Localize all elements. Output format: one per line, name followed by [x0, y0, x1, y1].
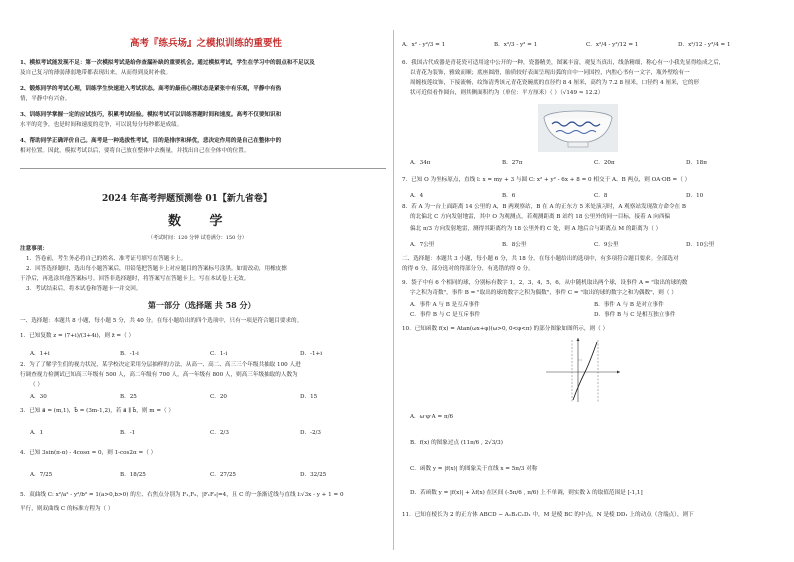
intro-rule: [20, 168, 386, 169]
q10-option-d: D．若函数 y = |f(x)| + λf(x) 在区间 (-5π/6 , π/6) 上不单调，则实数 λ 的取值范围是 [-1,1]: [410, 490, 643, 496]
section-b-instruction-a: 二、选择题：本题共 3 小题，每小题 6 分，共 18 分。在每小题给出的选项中，有多项符合题目要求。全部选对: [402, 256, 679, 262]
q3-option-c: C．2/3: [210, 430, 229, 436]
q6-option-d: D．18π: [686, 160, 707, 166]
q2-option-a: A．30: [30, 394, 47, 400]
tangent-graph-figure: [542, 336, 622, 404]
intro-title: 高考『练兵场』之模拟训练的重要性: [130, 38, 283, 49]
q3-option-d: D．-2/3: [300, 430, 321, 436]
q4-stem: 4．已知 3sin(π-α) - 4cosα = 0，则 1-cos2α =（ ）: [20, 450, 157, 456]
q9-option-c: C．事件 B 与 C 是互斥事件: [410, 312, 481, 318]
section-b-instruction-b: 的得 6 分，部分选对的得部分分，有选错的得 0 分。: [402, 266, 534, 272]
q1-option-a: A．1+i: [30, 351, 50, 357]
time-info: （考试时间：120 分钟 试卷满分：150 分）: [148, 235, 247, 241]
q6-option-c: C．20π: [594, 160, 615, 166]
q5-option-d: D．x²/12 - y²/4 = 1: [678, 42, 731, 48]
intro-p4b: 相对位置。因此，模拟考试以后，要将自己放在整体中去衡量，并找出自己在全体中的位置。: [20, 148, 250, 154]
q9-option-b: B．事件 A 与 B 是对立事件: [594, 302, 664, 308]
q9-option-d: D．事件 B 与 C 是相互独立事件: [594, 312, 676, 318]
q8-option-b: B．8公里: [502, 242, 527, 248]
q4-option-d: D．32/25: [300, 472, 327, 478]
q5-option-b: B．x²/3 - y² = 1: [494, 42, 538, 48]
q4-option-b: B．18/25: [120, 472, 146, 478]
porcelain-bowl-image: [538, 104, 618, 152]
exam-title: 2024 年高考押题预测卷 01【新九省卷】: [102, 194, 272, 204]
q3-stem: 3．已知 a⃗ = (m,1)，b⃗ = (3m-1,2)，若 a⃗ ∥ b⃗，则 m =（ ）: [20, 408, 174, 414]
q4-option-c: C．27/25: [210, 472, 236, 478]
q2-option-b: B．25: [120, 394, 137, 400]
intro-p3a: 3、训练同学掌握一定的应试技巧，积累考试经验。模拟考试可以训练答题时间和速度。高考不仅要知识和: [20, 112, 282, 118]
q9-stem-a: 9．袋子中有 6 个相同的球，分别标有数字 1，2，3，4，5，6，从中随机取出两个球，设事件 A = "取出的球的数: [402, 280, 688, 286]
intro-p3b: 水平的竞争，也是时间和速度的竞争，可以说每分每秒都是成绩。: [20, 122, 183, 128]
right-column: [402, 0, 780, 562]
note-1: 1．答卷前，考生务必将自己的姓名、准考证号填写在答题卡上。: [26, 256, 187, 262]
q6-stem-d: 状可近似看作圆台，则其侧面积约为（单位：平方厘米）（ ）（√149 ≈ 12.2）: [410, 90, 604, 96]
note-2b: 干净后，再选涂其他答案标号。回答非选择题时，将答案写在答题卡上。写在本试卷上无效。: [20, 276, 250, 282]
q8-option-c: C．9公里: [594, 242, 619, 248]
q6-option-a: A．34π: [410, 160, 431, 166]
q5-option-c: C．x²/4 - y²/12 = 1: [586, 42, 639, 48]
subject-title: 数 学: [168, 214, 235, 229]
q10-option-b: B．f(x) 的图象过点 (11π/6 , 2√3/3): [410, 440, 503, 446]
q2-option-c: C．20: [210, 394, 227, 400]
q2-stem-b: 行调查视力检测试已知高三年级有 500 人，高二年级有 700 人，高一年级有 800 人，则高三年级抽取的人数为: [20, 372, 298, 378]
note-3: 3．考试结束后，将本试卷和答题卡一并交回。: [26, 286, 142, 292]
q1-option-b: B．-1-i: [120, 351, 139, 357]
intro-p2b: 情，平静中有兴奋。: [20, 96, 71, 102]
q1-option-c: C．1-i: [210, 351, 228, 357]
q10-stem: 10．已知函数 f(x) = Atan(ωx+φ)(ω>0, 0<φ<π) 的部分图象如图所示，则（ ）: [402, 326, 609, 332]
q5-option-a: A．x² - y²/3 = 1: [402, 42, 446, 48]
section-a-instruction: 一、选择题：本题共 8 小题，每小题 5 分，共 40 分。在每小题给出的四个选项中，只有一项是符合题目要求的。: [20, 318, 303, 324]
q4-option-a: A．7/25: [30, 472, 53, 478]
column-divider: [393, 30, 394, 550]
q2-stem-a: 2．为了了解学生们的视力状况，某学校决定采用分层抽样的方法，从高一、高二、高三三个年级共抽取 100 人进: [20, 362, 301, 368]
q1-stem: 1．已知复数 z = (7+i)/(3+4i)，则 z̄ =（ ）: [20, 333, 135, 339]
notes-title: 注意事项：: [20, 246, 48, 252]
q8-option-d: D．10公里: [686, 242, 715, 248]
q6-stem-c: 周缠枝莲纹饰，下接流畅，纹饰清秀该元青花瓷碗底的直径约 8 4 厘米，高约为 7.2 8 厘米，口径约 4 厘米，它的形: [410, 80, 700, 86]
q3-option-b: B．-1: [120, 430, 136, 436]
left-column: [20, 0, 386, 562]
q8-stem-c: 偏北 π/3 方向发射地雷，测得其距离约为 18 公里外的 C 处，则 A 地后合与距离点 M 的距离为（ ）: [410, 226, 662, 232]
q2-option-d: D．15: [300, 394, 318, 400]
note-2a: 2．回答选择题时，选出每小题答案后，用铅笔把答题卡上对应题目的答案标号涂黑。如需改动，用橡皮擦: [26, 266, 287, 272]
q7-option-d: D．10: [686, 193, 704, 199]
q11-stem: 11．已知在棱长为 2 的正方体 ABCD − A₁B₁C₁D₁ 中，M 是棱 BC 的中点，N 是棱 DD₁ 上的动点（含端点），则下: [402, 512, 694, 518]
q6-stem-b: 以青花为装饰，雅致而顺；底座圆滑，胎质较好表面呈现出弧的自中一同国控，内腔心书有一文字，瓶外壁绘有一: [410, 70, 690, 76]
q7-option-c: C．8: [594, 193, 608, 199]
q8-stem-a: 8．若 A 为一台上面距离 14 公里的 A，B 两观察站，B 在 A 的正东方 5 米处演习时，A 观察站发现敌方命令在 B: [402, 204, 686, 210]
intro-p1b: 及自己复习的薄弱薄弱地带都表现出来，从而得到及时补救。: [20, 70, 172, 76]
q8-stem-b: 的北偏北 C 方向发射地雷，其中 O 为观测点，若观测距离 B 站约 18 公里外的同一目标，接着 A 向西偏: [410, 214, 671, 220]
q3-option-a: A．1: [30, 430, 44, 436]
intro-p1a: 1、模拟考试能发现不足：第一次模拟考试是给你查漏补缺的重要机会。通过模拟考试，学生在学习中的弱点和不足以及: [20, 60, 315, 66]
intro-p2a: 2、锻炼同学的考试心理，训练学生快速进入考试状态。高考的最佳心理状态是紧张中有乐观，平静中有热: [20, 86, 282, 92]
q10-option-a: A．ω·φ·A = π/6: [410, 414, 454, 420]
q6-stem-a: 6．我国古代成器是青花瓷可适用途中公开的一种，瓷器精美，图案丰富，观复当真出，线条精细，称心有一小我先显得绘成之后，: [402, 60, 725, 66]
part1-title: 第一部分（选择题 共 58 分）: [148, 300, 256, 310]
q2-stem-c: （ ）: [30, 382, 43, 388]
q7-option-b: B．6: [502, 193, 516, 199]
q7-option-a: A．4: [410, 193, 424, 199]
q5-stem-b: 平行，则双曲线 C 的标准方程为（ ）: [20, 506, 114, 512]
q7-stem: 7．已知 O 为坐标原点，直线 l: x = my + 3 与圆 C: x² + y² - 6x + 8 = 0 相交于 A、B 两点，则 OA·OB =（ ）: [402, 177, 691, 183]
q5-stem-a: 5．双曲线 C: x²/a² - y²/b² = 1(a>0,b>0) 的左、右焦点分别为 F₁,F₂，|F₁F₂|=4，且 C 的一条渐近线与直线 l:√3x - y + 1 = 0: [20, 492, 344, 498]
q8-option-a: A．7公里: [410, 242, 435, 248]
q1-option-d: D．-1+i: [300, 351, 323, 357]
q6-option-b: B．27π: [502, 160, 523, 166]
q9-option-a: A．事件 A 与 B 是互斥事件: [410, 302, 480, 308]
intro-p4a: 4、帮助同学正确评价自己。高考是一种选拔性考试，目的是排序和择优，悲决定作用的是自己在整体中的: [20, 138, 282, 144]
q10-option-c: C．函数 y = |f(x)| 的图象关于直线 x = 5π/3 对称: [410, 466, 538, 472]
q9-stem-b: 字之积为奇数"，事件 B = "取出的球的数字之积为偶数"，事件 C = "取出的球的数字之和为偶数"，则（ ）: [410, 290, 677, 296]
